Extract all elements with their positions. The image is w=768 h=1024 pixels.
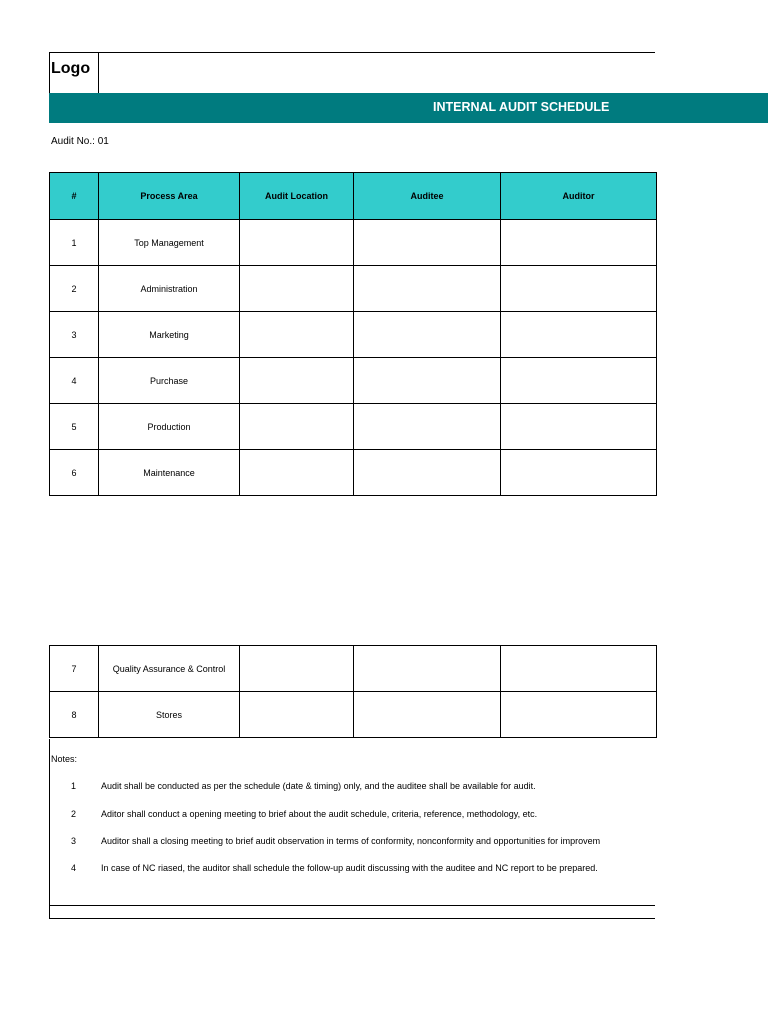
auditor-cell[interactable]: [501, 692, 657, 738]
auditee-cell[interactable]: [354, 266, 501, 312]
auditee-cell[interactable]: [354, 312, 501, 358]
auditee-cell[interactable]: [354, 646, 501, 692]
table-row: [50, 266, 657, 312]
audit-schedule-table-continued: [49, 645, 657, 738]
auditee-cell[interactable]: [354, 450, 501, 496]
audit-location-cell[interactable]: [240, 404, 354, 450]
row-number: 4: [50, 358, 99, 404]
notes-divider-top: [49, 905, 655, 906]
note-text: In case of NC riased, the auditor shall schedule the follow-up audit discussing with the auditee and NC report to be prepared.: [101, 863, 598, 873]
audit-location-cell[interactable]: [240, 692, 354, 738]
process-area-cell: Quality Assurance & Control: [99, 646, 240, 692]
row-number: 3: [50, 312, 99, 358]
audit-location-cell[interactable]: [240, 358, 354, 404]
process-area-cell: Marketing: [99, 312, 240, 358]
column-header-process-area: Process Area: [99, 173, 240, 220]
auditor-cell[interactable]: [501, 646, 657, 692]
note-text: Aditor shall conduct a opening meeting to brief about the audit schedule, criteria, reference, methodology, etc.: [101, 809, 538, 819]
page-title: INTERNAL AUDIT SCHEDULE: [433, 100, 610, 114]
auditee-cell[interactable]: [354, 404, 501, 450]
auditee-cell[interactable]: [354, 692, 501, 738]
row-number: 8: [50, 692, 99, 738]
column-header-audit-location: Audit Location: [240, 173, 354, 220]
table-row: [50, 646, 657, 692]
note-text: Auditor shall a closing meeting to brief audit observation in terms of conformity, nonconformity and opportunities for improvem: [101, 836, 601, 846]
table-header-row: [50, 173, 657, 220]
audit-location-cell[interactable]: [240, 266, 354, 312]
auditor-cell[interactable]: [501, 404, 657, 450]
audit-location-cell[interactable]: [240, 646, 354, 692]
table-row: [50, 220, 657, 266]
auditor-cell[interactable]: [501, 220, 657, 266]
column-header-number: #: [50, 173, 99, 220]
note-number: 2: [71, 809, 77, 819]
auditor-cell[interactable]: [501, 358, 657, 404]
auditee-cell[interactable]: [354, 220, 501, 266]
table-row: [50, 450, 657, 496]
logo-divider: [98, 52, 99, 93]
table-row: [50, 358, 657, 404]
auditee-cell[interactable]: [354, 358, 501, 404]
audit-schedule-table: [49, 172, 657, 496]
process-area-cell: Top Management: [99, 220, 240, 266]
table-row: [50, 404, 657, 450]
table-row: [50, 312, 657, 358]
header-left-border: [49, 52, 50, 93]
logo: Logo: [51, 60, 91, 77]
note-number: 4: [71, 863, 77, 873]
audit-location-cell[interactable]: [240, 450, 354, 496]
column-header-auditor: Auditor: [501, 173, 657, 220]
audit-location-cell[interactable]: [240, 220, 354, 266]
auditor-cell[interactable]: [501, 312, 657, 358]
audit-number: Audit No.: 01: [51, 136, 109, 147]
auditor-cell[interactable]: [501, 450, 657, 496]
process-area-cell: Purchase: [99, 358, 240, 404]
notes-divider-bottom: [49, 918, 655, 919]
note-text: Audit shall be conducted as per the schedule (date & timing) only, and the auditee shall be available for audit.: [101, 781, 536, 791]
process-area-cell: Maintenance: [99, 450, 240, 496]
notes-left-border: [49, 739, 50, 919]
note-number: 3: [71, 836, 77, 846]
table-row: [50, 692, 657, 738]
header-top-border: [49, 52, 655, 53]
auditor-cell[interactable]: [501, 266, 657, 312]
row-number: 6: [50, 450, 99, 496]
process-area-cell: Stores: [99, 692, 240, 738]
process-area-cell: Production: [99, 404, 240, 450]
note-number: 1: [71, 781, 77, 791]
column-header-auditee: Auditee: [354, 173, 501, 220]
process-area-cell: Administration: [99, 266, 240, 312]
row-number: 7: [50, 646, 99, 692]
audit-location-cell[interactable]: [240, 312, 354, 358]
row-number: 2: [50, 266, 99, 312]
row-number: 5: [50, 404, 99, 450]
notes-label: Notes:: [51, 754, 78, 764]
row-number: 1: [50, 220, 99, 266]
title-bar: [49, 93, 768, 123]
